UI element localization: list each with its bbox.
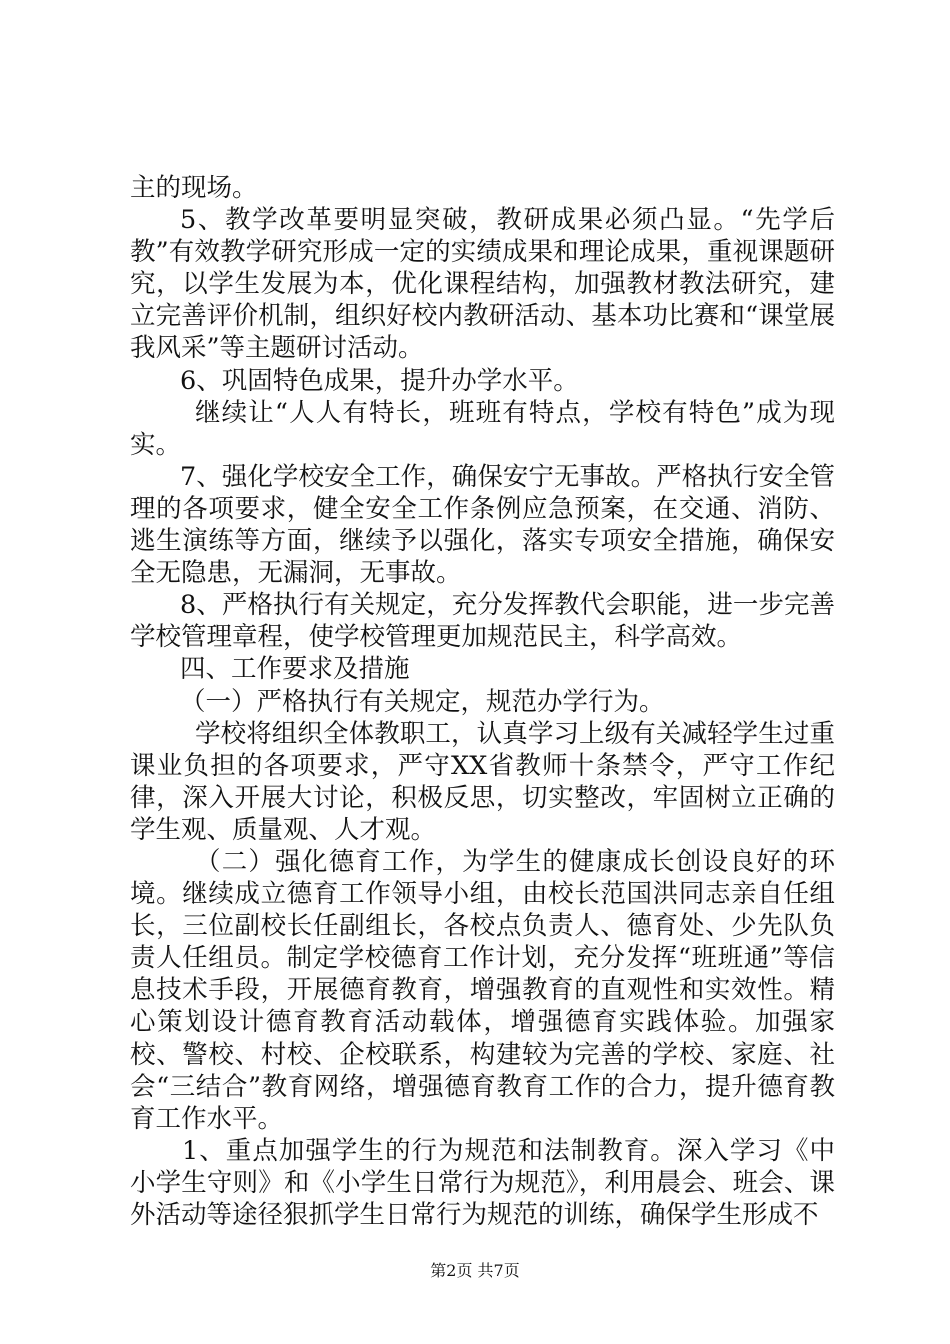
body-text [130, 172, 835, 1231]
paragraph-item-6-detail: 继续让“人人有特长，班班有特点，学校有特色”成为现实。 [130, 397, 835, 460]
paragraph-item-1: 1、重点加强学生的行为规范和法制教育。深入学习《中小学生守则》和《小学生日常行为规范》，利用晨会、班会、课外活动等途径狠抓学生日常行为规范的训练，确保学生形成不 [130, 1135, 835, 1230]
paragraph-item-5: 5、教学改革要明显突破，教研成果必须凸显。“先学后教”有效教学研究形成一定的实绩成果和理论成果，重视课题研究，以学生发展为本，优化课程结构，加强教材教法研究，建立完善评价机制，组织好校内教研活动、基本功比赛和“课堂展我风采”等主题研讨活动。 [130, 205, 835, 364]
paragraph-item-7: 7、强化学校安全工作，确保安宁无事故。严格执行安全管理的各项要求，健全安全工作条例应急预案，在交通、消防、逃生演练等方面，继续予以强化，落实专项安全措施，确保安全无隐患，无漏洞，无事故。 [130, 461, 835, 589]
subheading-1: （一）严格执行有关规定，规范办学行为。 [180, 686, 665, 717]
paragraph-subsection-1: 学校将组织全体教职工，认真学习上级有关减轻学生过重课业负担的各项要求，严守XX省教师十条禁令，严守工作纪律，深入开展大讨论，积极反思，切实整改，牢固树立正确的学生观、质量观、人才观。 [130, 718, 835, 845]
page-number: 第2页 共7页 [430, 1261, 520, 1280]
section-heading-4: 四、工作要求及措施 [180, 654, 410, 685]
paragraph-subsection-2: （二）强化德育工作，为学生的健康成长创设良好的环境。继续成立德育工作领导小组，由校长范国洪同志亲自任组长，三位副校长任副组长，各校点负责人、德育处、少先队负责人任组员。制定学校德育工作计划，充分发挥“班班通”等信息技术手段，开展德育教育，增强教育的直观性和实效性。精心策划设计德育教育活动载体，增强德育实践体验。加强家校、警校、村校、企校联系，构建较为完善的学校、家庭、社会“三结合”教育网络，增强德育教育工作的合力，提升德育教育工作水平。 [130, 846, 835, 1134]
page-footer [0, 1258, 950, 1281]
paragraph-item-6: 6、巩固特色成果，提升办学水平。 [180, 365, 579, 396]
paragraph-continuation: 主的现场。 [130, 173, 258, 203]
paragraph-item-8: 8、严格执行有关规定，充分发挥教代会职能，进一步完善学校管理章程，使学校管理更加规范民主，科学高效。 [130, 590, 835, 653]
